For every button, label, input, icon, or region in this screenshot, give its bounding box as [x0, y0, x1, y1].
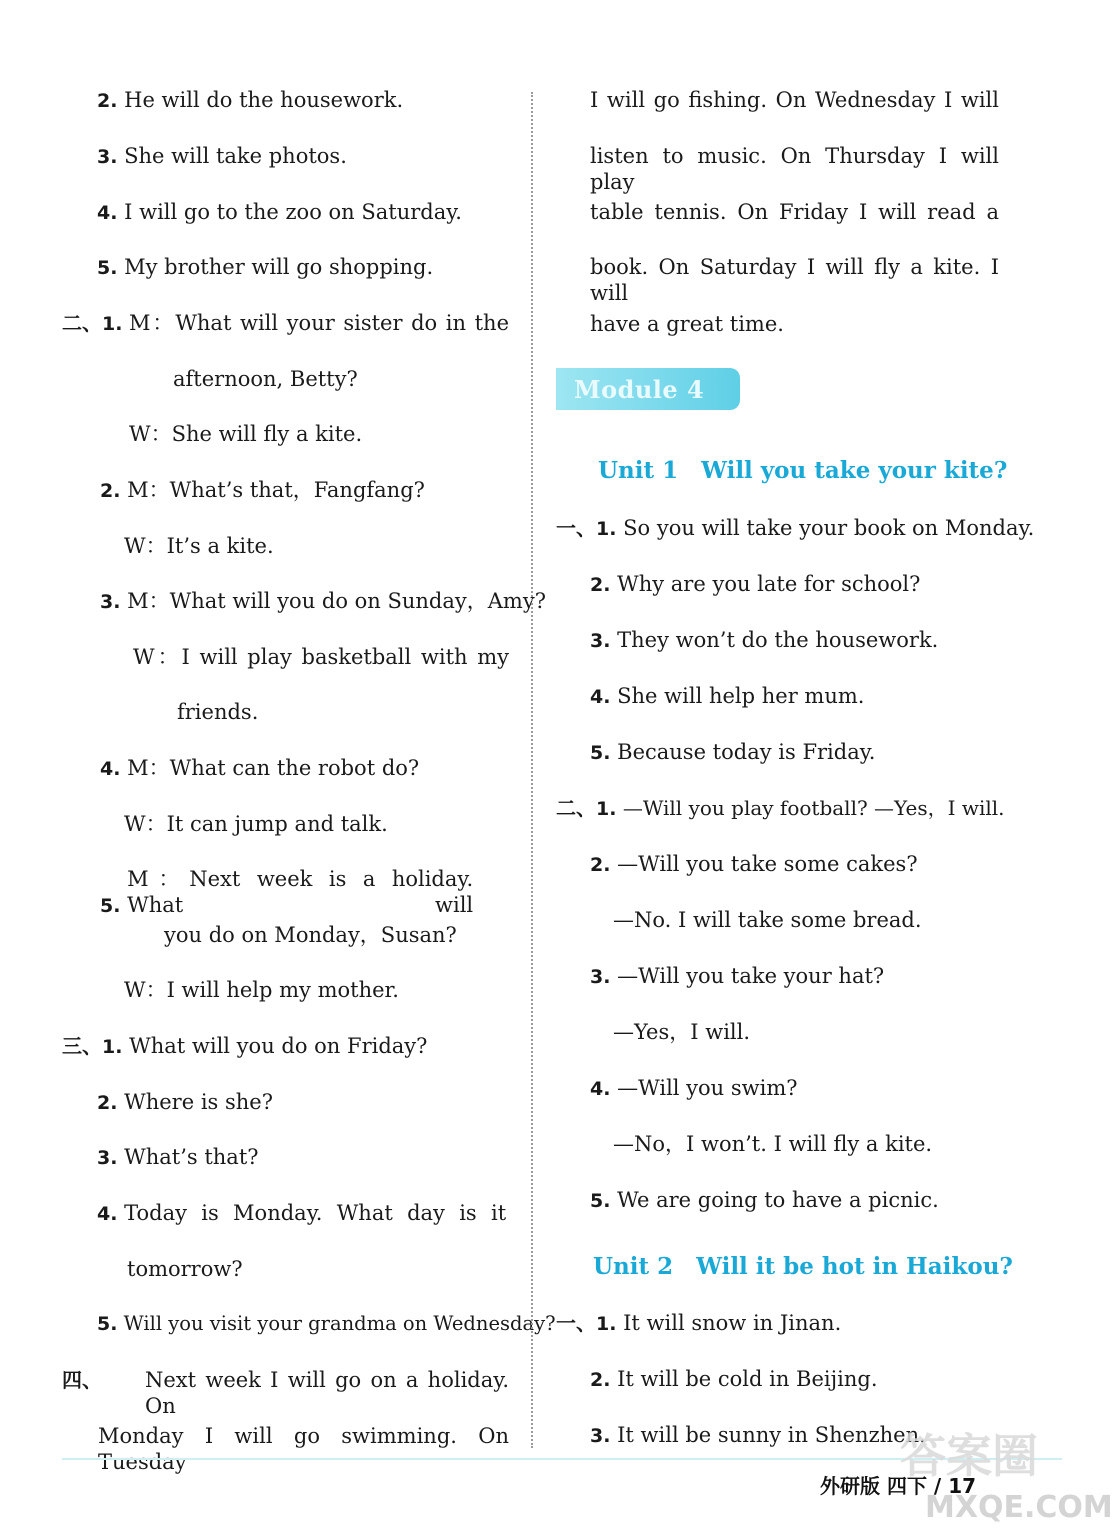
dialogue-line: 4. M：What can the robot do? [100, 756, 420, 780]
watermark-logo: 答案圈 [900, 1429, 1038, 1483]
passage-line: Next week I will go on a holiday. On [145, 1368, 509, 1418]
answer-line: 3. They won’t do the housework. [590, 628, 939, 652]
unit-title: Unit 2 Will it be hot in Haikou? [593, 1253, 1013, 1280]
answer-line: 4. I will go to the zoo on Saturday. [97, 200, 462, 224]
dialogue-line: 5. M：Next week is a holiday. What will [100, 867, 474, 917]
answer-line: —No. I will take some bread. [613, 908, 922, 932]
answer-line: 4. She will help her mum. [590, 684, 865, 708]
dialogue-line: 3. M：What will you do on Sunday，Amy? [100, 589, 546, 613]
answer-line: 5. Will you visit your grandma on Wednesday? [97, 1312, 556, 1335]
module-banner [556, 368, 740, 410]
answer-line: —Yes，I will. [613, 1020, 751, 1044]
answer-line: 3. She will take photos. [97, 144, 347, 168]
dialogue-line: W：She will fly a kite. [129, 422, 363, 446]
answer-line: 2. It will be cold in Beijing. [590, 1367, 878, 1391]
answer-line: 4. Today is Monday. What day is it [97, 1201, 507, 1225]
column-divider [531, 92, 533, 1448]
dialogue-line: W：It can jump and talk. [124, 812, 388, 836]
answer-line: 一、1. It will snow in Jinan. [556, 1311, 842, 1335]
answer-line: 二、1. —Will you play football? —Yes，I will. [556, 796, 1005, 820]
dialogue-line: W：I will help my mother. [124, 978, 399, 1002]
answer-line: 3. —Will you take your hat? [590, 964, 885, 988]
answer-line: 3. It will be sunny in Shenzhen. [590, 1423, 926, 1447]
dialogue-line: 2. M：What’s that，Fangfang? [100, 478, 425, 502]
answer-line: 3. What’s that? [97, 1145, 259, 1169]
answer-line: tomorrow? [127, 1257, 243, 1281]
answer-line: 2. Where is she? [97, 1090, 273, 1114]
dialogue-line: afternoon, Betty? [173, 367, 358, 391]
passage-line: book. On Saturday I will fly a kite. I will [590, 255, 999, 305]
answer-line: 5. Because today is Friday. [590, 740, 876, 764]
module-label: Module 4 [574, 375, 705, 404]
dialogue-line: friends. [177, 700, 259, 724]
answer-line: 4. —Will you swim? [590, 1076, 798, 1100]
answer-line: 2. Why are you late for school? [590, 572, 921, 596]
answer-line: 三、1. What will you do on Friday? [62, 1034, 428, 1058]
answer-line: 2. —Will you take some cakes? [590, 852, 918, 876]
passage-line: table tennis. On Friday I will read a [590, 200, 999, 224]
passage-line: I will go fishing. On Wednesday I will [590, 88, 999, 112]
passage-line: listen to music. On Thursday I will play [590, 144, 999, 194]
answer-line: 5. My brother will go shopping. [97, 255, 434, 279]
section-marker: 四、 [62, 1368, 102, 1392]
dialogue-line: W：It’s a kite. [124, 534, 274, 558]
dialogue-line: you do on Monday，Susan? [164, 923, 457, 947]
answer-line: —No，I won’t. I will fly a kite. [613, 1132, 933, 1156]
answer-line: 2. He will do the housework. [97, 88, 404, 112]
section-marker: 二、1. [62, 311, 123, 335]
passage-line: Monday I will go swimming. On Tuesday [98, 1424, 509, 1474]
answer-line: 一、1. So you will take your book on Monday. [556, 516, 1035, 540]
dialogue-line: M：What will your sister do in the [129, 311, 509, 335]
unit-title: Unit 1 Will you take your kite? [598, 457, 1008, 484]
watermark-url: MXQE.COM [925, 1490, 1113, 1525]
page-footer: 外研版 四下 / 17 [820, 1474, 977, 1498]
passage-line: have a great time. [590, 312, 784, 336]
answer-line: 5. We are going to have a picnic. [590, 1188, 939, 1212]
dialogue-line: W：I will play basketball with my [133, 645, 509, 669]
